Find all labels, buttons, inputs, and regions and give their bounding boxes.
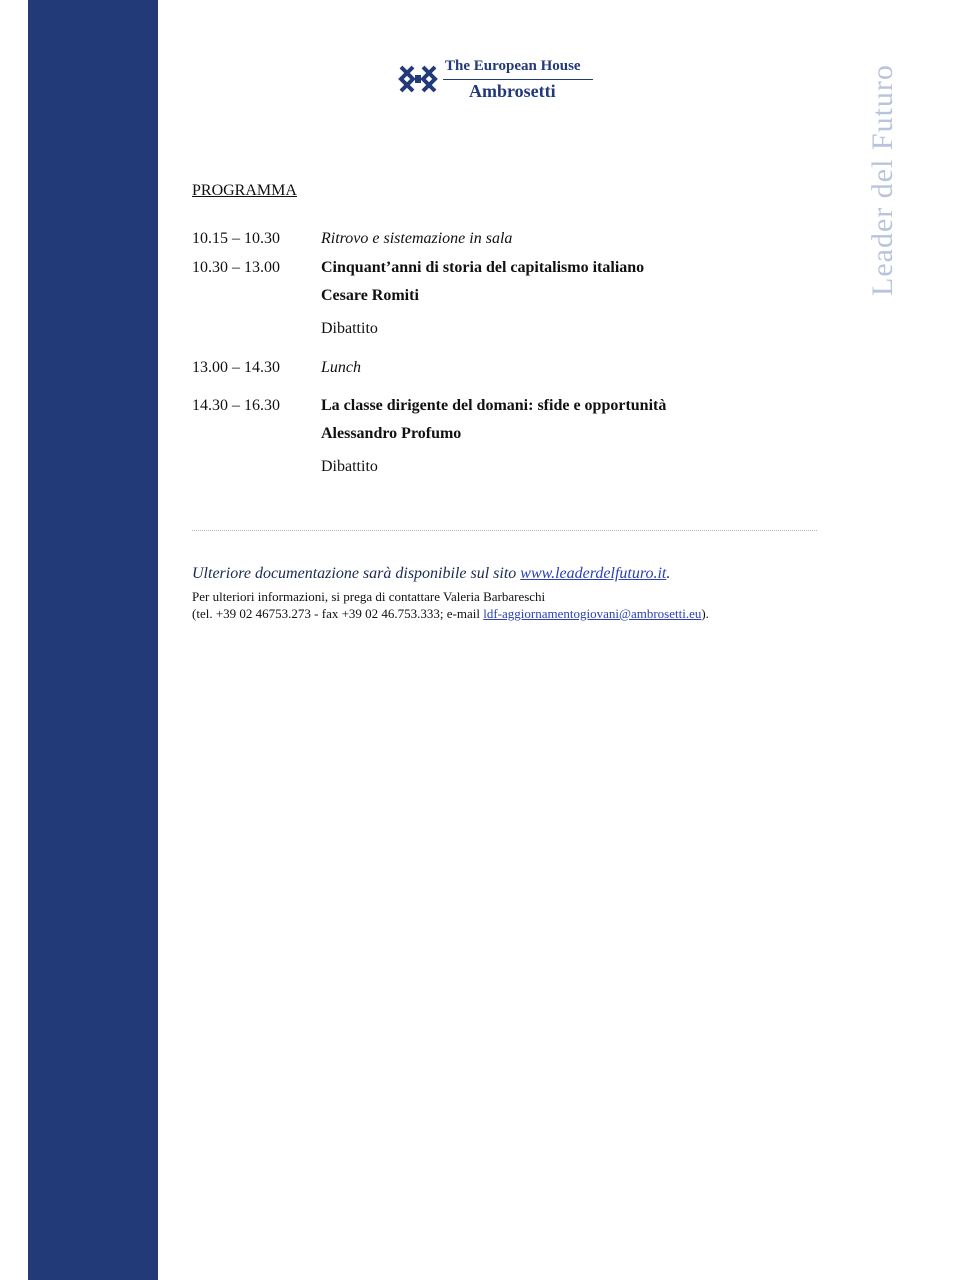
- documentation-end: .: [666, 565, 671, 582]
- ambrosetti-logo-mark-icon: [397, 61, 441, 97]
- schedule-item-title: La classe dirigente del domani: sfide e opportunità: [321, 397, 667, 414]
- schedule-item-title: Lunch: [321, 359, 361, 376]
- email-link[interactable]: ldf-aggiornamentogiovani@ambrosetti.eu: [483, 606, 702, 621]
- schedule-time: 14.30 – 16.30: [192, 397, 280, 414]
- schedule-item-speaker: Alessandro Profumo: [321, 425, 462, 442]
- schedule-item-title: Ritrovo e sistemazione in sala: [321, 230, 513, 247]
- schedule-item-note: Dibattito: [321, 458, 378, 475]
- documentation-text: Ulteriore documentazione sarà disponibile sul sito: [192, 565, 521, 582]
- logo-text-line1: The European House: [445, 58, 581, 74]
- website-link[interactable]: www.leaderdelfuturo.it: [520, 565, 667, 582]
- logo-text-line2: Ambrosetti: [469, 81, 556, 101]
- contact-suffix: ).: [701, 606, 709, 621]
- schedule-time: 10.15 – 10.30: [192, 230, 280, 247]
- side-title: Leader del Futuro: [866, 64, 899, 296]
- logo-rule: [443, 79, 593, 80]
- program-heading: PROGRAMMA: [192, 182, 297, 199]
- left-color-band: [28, 0, 158, 1280]
- dotted-divider: [192, 530, 817, 531]
- schedule-time: 10.30 – 13.00: [192, 259, 280, 276]
- schedule-item-speaker: Cesare Romiti: [321, 287, 419, 304]
- contact-details-line: [192, 606, 709, 622]
- contact-info-line: Per ulteriori informazioni, si prega di contattare Valeria Barbareschi: [192, 589, 546, 604]
- schedule-item-title: Cinquant’anni di storia del capitalismo italiano: [321, 259, 645, 276]
- ambrosetti-logo: [397, 58, 597, 104]
- schedule-item-note: Dibattito: [321, 320, 378, 337]
- contact-phone-fax: (tel. +39 02 46753.273 - fax +39 02 46.753.333; e-mail: [192, 606, 484, 621]
- schedule-time: 13.00 – 14.30: [192, 359, 280, 376]
- documentation-note: [192, 565, 670, 583]
